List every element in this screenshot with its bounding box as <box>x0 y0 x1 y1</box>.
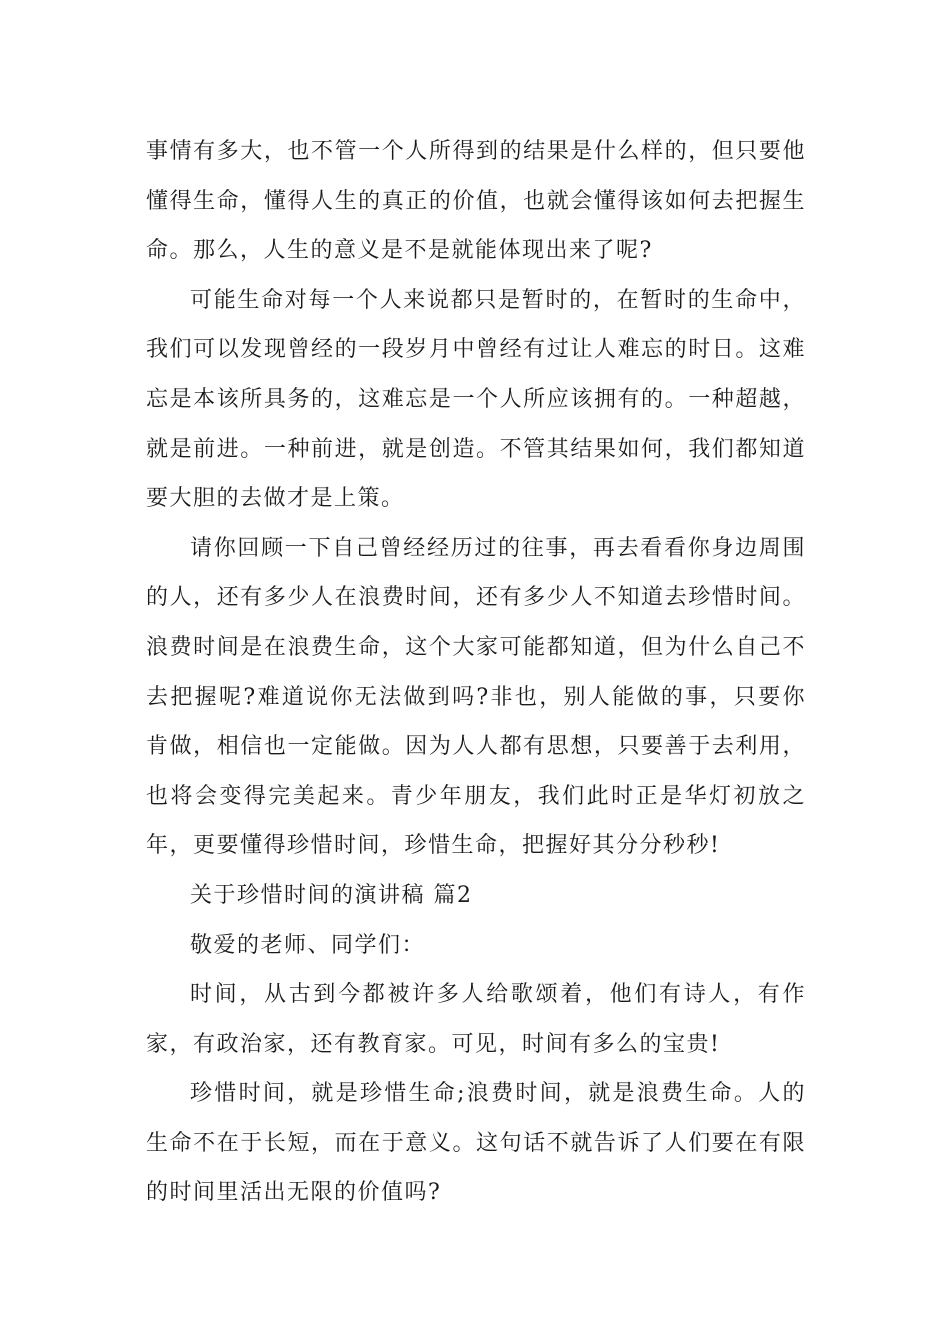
paragraph-2: 可能生命对每一个人来说都只是暂时的，在暂时的生命中，我们可以发现曾经的一段岁月中曾经有过让人难忘的时日。这难忘是本该所具务的，这难忘是一个人所应该拥有的。一种超越，就是前进。一种前进，就是创造。不管其结果如何，我们都知道要大胆的去做才是上策。 <box>146 287 806 512</box>
paragraph-1: 事情有多大，也不管一个人所得到的结果是什么样的，但只要他懂得生命，懂得人生的真正的价值，也就会懂得该如何去把握生命。那么，人生的意义是不是就能体现出来了呢? <box>146 139 806 264</box>
paragraph-4: 时间，从古到今都被许多人给歌颂着，他们有诗人，有作家，有政治家，还有教育家。可见，时间有多么的宝贵! <box>146 982 806 1057</box>
document-body <box>146 127 806 1218</box>
paragraph-3: 请你回顾一下自己曾经经历过的往事，再去看看你身边周围的人，还有多少人在浪费时间，还有多少人不知道去珍惜时间。浪费时间是在浪费生命，这个大家可能都知道，但为什么自己不去把握呢?难道说你无法做到吗?非也，别人能做的事，只要你肯做，相信也一定能做。因为人人都有思想，只要善于去利用，也将会变得完美起来。青少年朋友，我们此时正是华灯初放之年，更要懂得珍惜时间，珍惜生命，把握好其分分秒秒! <box>146 535 806 859</box>
paragraph-5: 珍惜时间，就是珍惜生命;浪费时间，就是浪费生命。人的生命不在于长短，而在于意义。这句话不就告诉了人们要在有限的时间里活出无限的价值吗? <box>146 1081 806 1206</box>
greeting: 敬爱的老师、同学们： <box>190 932 426 958</box>
section-heading: 关于珍惜时间的演讲稿 篇2 <box>190 882 473 908</box>
